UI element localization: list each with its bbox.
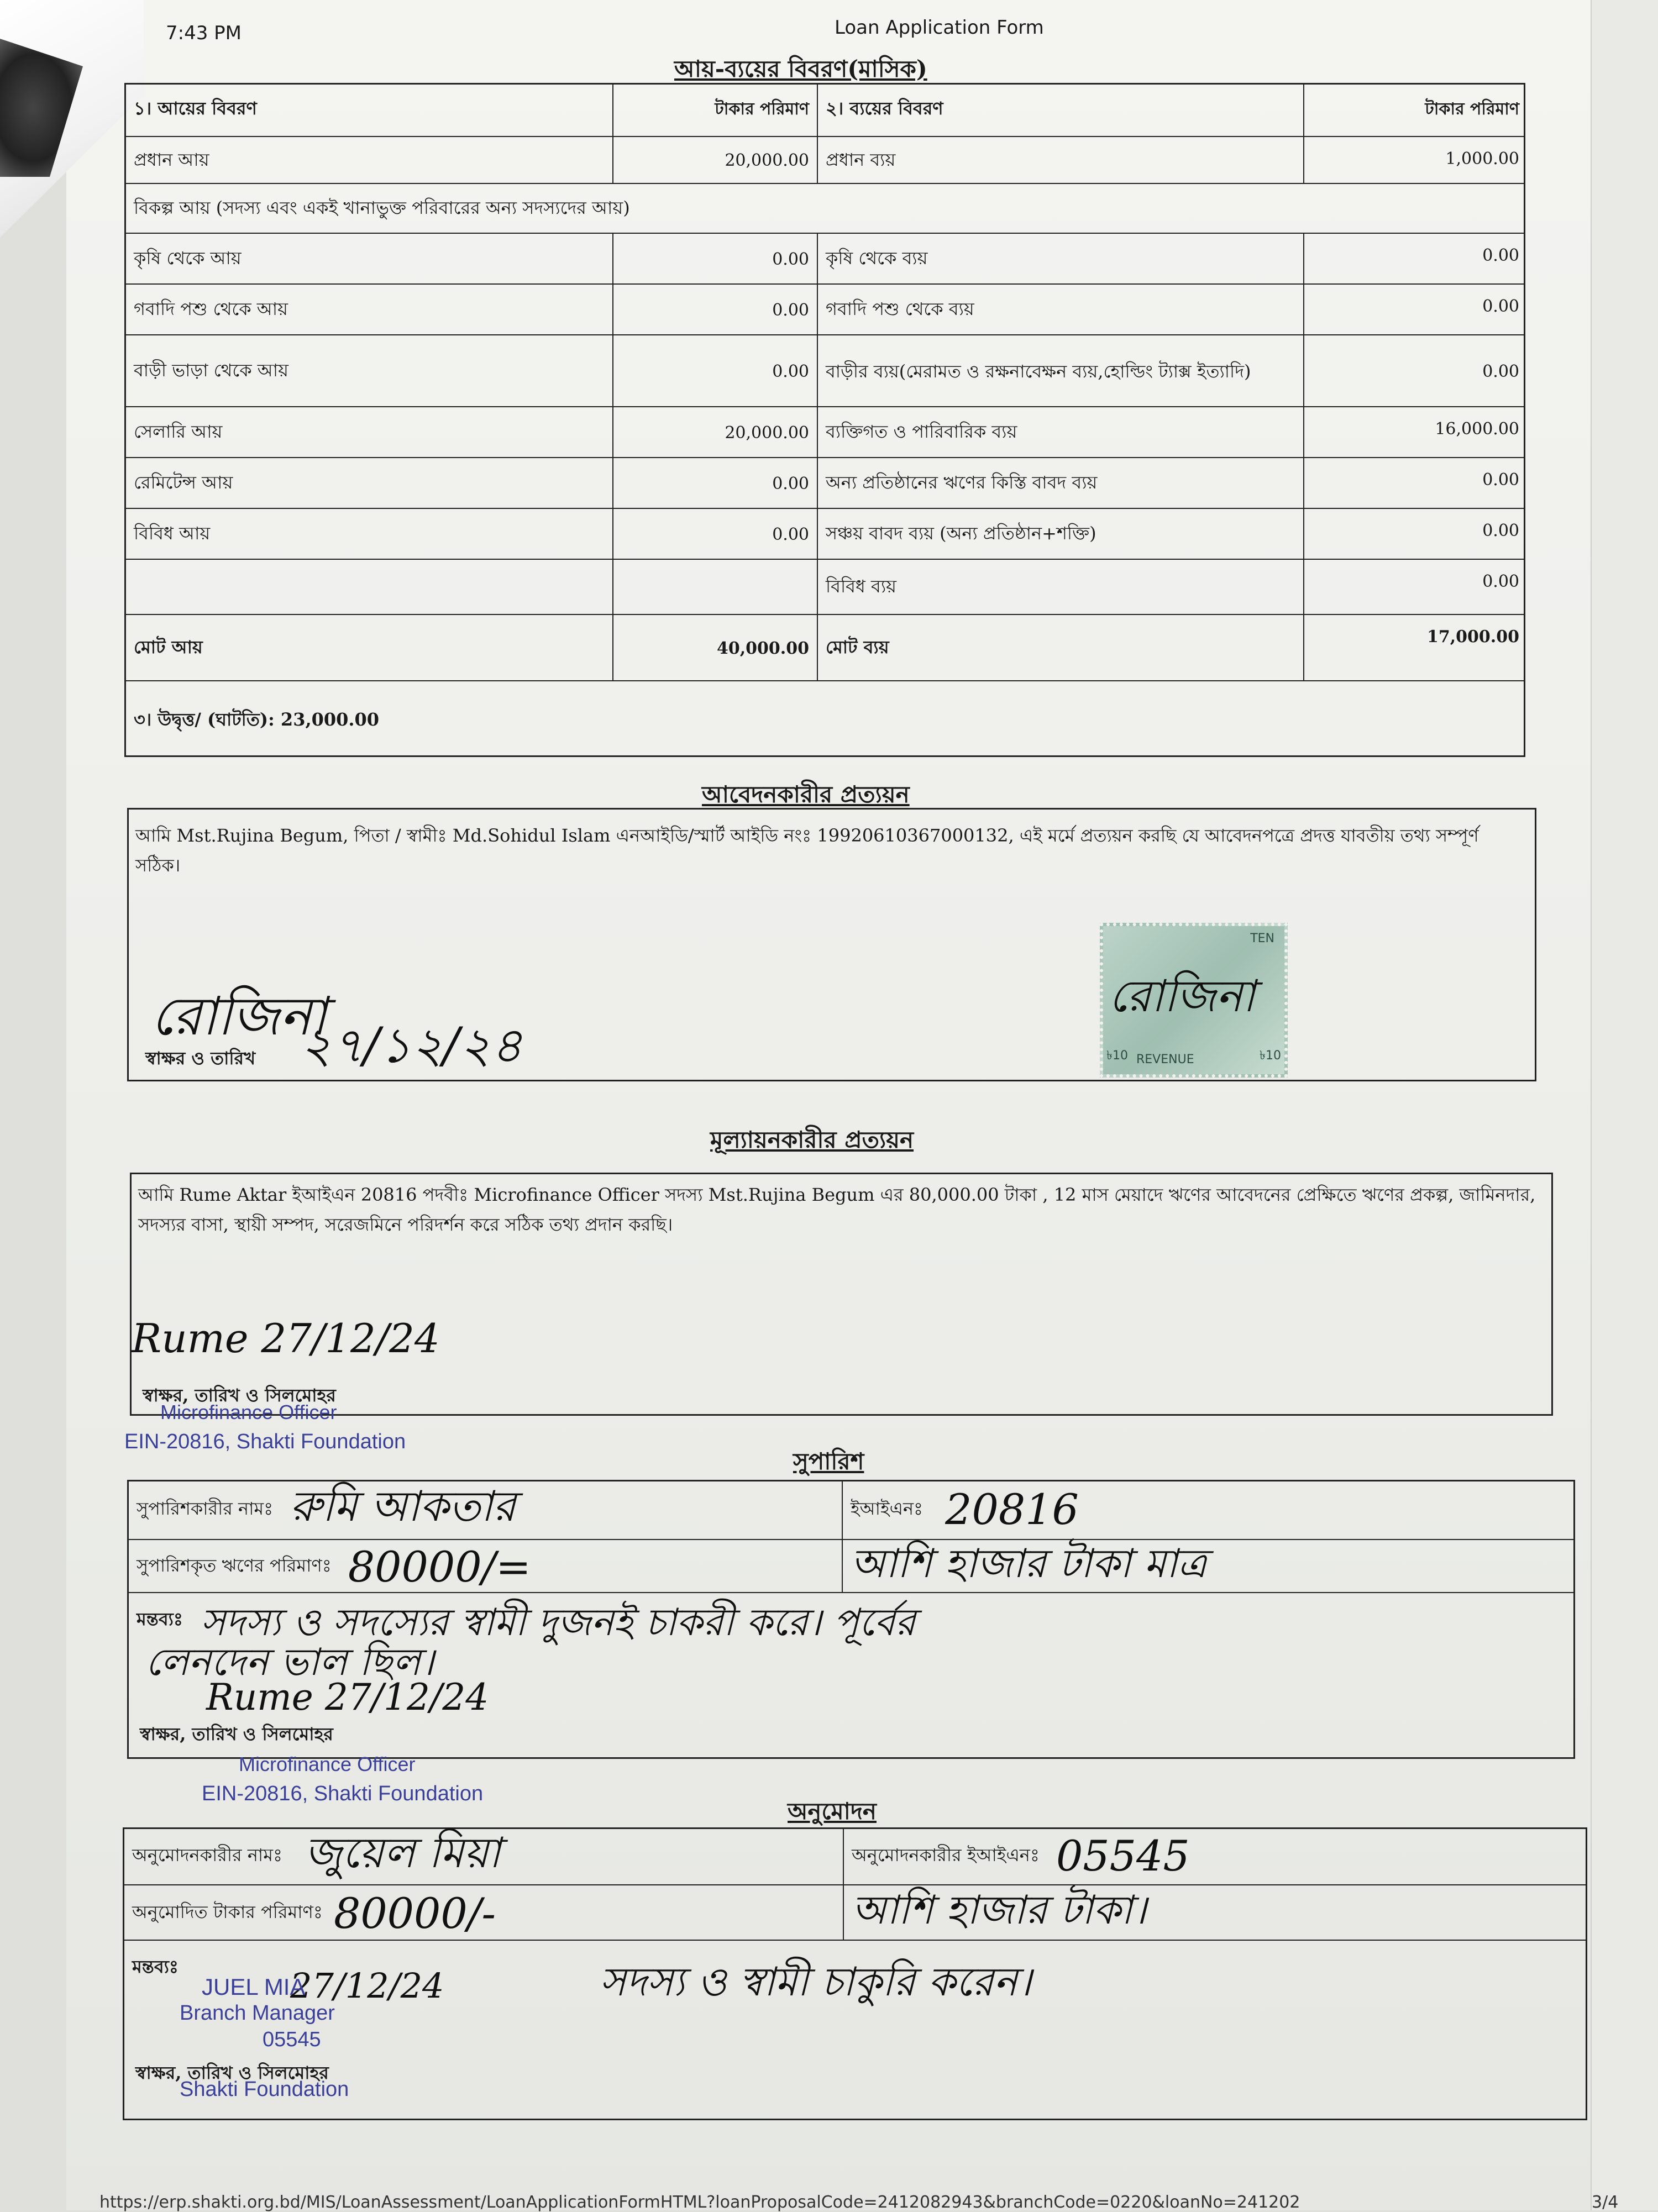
expense-amount-header: টাকার পরিমাণ — [1303, 83, 1527, 136]
approval-stamp-designation: Branch Manager — [180, 2001, 335, 2025]
approval-remarks-row — [124, 1940, 1586, 2123]
approval-remarks-value: সদস্য ও স্বামী চাকুরি করেন। — [600, 1958, 1032, 2005]
income-value — [612, 560, 817, 615]
page-number: 3/4 — [1592, 2193, 1619, 2212]
income-expense-title: আয়-ব্যয়ের বিবরণ(মাসিক) — [674, 55, 927, 82]
recommender-name-value: রুমি আকতার — [290, 1481, 516, 1531]
main-income-label: প্রধান আয় — [134, 149, 209, 170]
approval-signature-label: স্বাক্ষর, তারিখ ও সিলমোহর — [135, 2062, 329, 2083]
applicant-declaration-box — [127, 808, 1536, 1081]
approved-amount-row — [124, 1884, 1586, 1941]
approved-amount-words-cell — [843, 1885, 1586, 1941]
recommendation-table — [127, 1480, 1575, 1759]
recommendation-signature-label: স্বাক্ষর, তারিখ ও সিলমোহর — [140, 1724, 333, 1745]
expense-label: কৃষি থেকে ব্যয় — [817, 234, 1303, 285]
main-income-value: 20,000.00 — [612, 137, 817, 184]
surplus-value: ৩। উদ্বৃত্ত/ (ঘাটতি): 23,000.00 — [134, 709, 380, 730]
footer-url: https://erp.shakti.org.bd/MIS/LoanAssessment/LoanApplicationFormHTML?loanProposalCode=2412082943&branchCode=0220&loanNo=241202 — [99, 2193, 1300, 2212]
income-value: 20,000.00 — [612, 407, 817, 458]
income-label: রেমিটেন্স আয় — [134, 472, 233, 493]
revenue-stamp — [1100, 923, 1288, 1078]
recommender-ein-value: 20816 — [945, 1485, 1079, 1534]
adjacent-page — [1591, 0, 1658, 2210]
total-income-value: 40,000.00 — [612, 615, 817, 681]
income-value: 0.00 — [612, 509, 817, 560]
stamp-value-left: ৳10 — [1106, 1049, 1128, 1063]
expense-label: অন্য প্রতিষ্ঠানের ঋণের কিস্তি বাবদ ব্যয় — [817, 458, 1303, 509]
approver-ein-value: 05545 — [1056, 1831, 1190, 1880]
approval-section-title: অনুমোদন — [788, 1798, 877, 1825]
table-row — [126, 406, 1524, 458]
assessor-declaration-box — [130, 1173, 1553, 1416]
recommended-amount-words-cell — [842, 1540, 1573, 1593]
approved-amount-cell — [124, 1885, 843, 1941]
recommender-ein-cell — [842, 1480, 1573, 1539]
assessor-signature: Rume 27/12/24 — [132, 1315, 440, 1362]
table-row — [126, 508, 1524, 560]
expense-value: 0.00 — [1303, 458, 1527, 509]
table-row — [126, 283, 1524, 335]
total-expense-value: 17,000.00 — [1303, 615, 1527, 681]
expense-label: বাড়ীর ব্যয়(মেরামত ও রক্ষনাবেক্ষন ব্যয়,হোল্ডিং ট্যাক্স ইত্যাদি) — [817, 335, 1303, 407]
applicant-section-title: আবেদনকারীর প্রত্যয়ন — [702, 781, 910, 808]
form-title: Loan Application Form — [835, 17, 1044, 39]
income-label: সেলারি আয় — [134, 421, 223, 442]
main-expense-label: প্রধান ব্যয় — [817, 137, 1303, 184]
expense-label: গবাদি পশু থেকে ব্যয় — [817, 285, 1303, 335]
expense-value: 0.00 — [1303, 335, 1527, 407]
assessor-stamp-designation: Microfinance Officer — [160, 1401, 337, 1423]
recommendation-stamp-designation: Microfinance Officer — [239, 1753, 416, 1775]
assessor-stamp-ein: EIN-20816, Shakti Foundation — [124, 1430, 406, 1453]
applicant-declaration-text: আমি Mst.Rujina Begum, পিতা / স্বামীঃ Md.Sohidul Islam এনআইডি/স্মার্ট আইডি নংঃ 19920610367000132, এই মর্মে প্রত্যয়ন করছি যে আবেদনপত্রে প্রদত্ত যাবতীয় তথ্য সম্পূর্ণ সঠিক। — [135, 825, 1479, 876]
applicant-signature-date: ২৭/১২/২৪ — [300, 1017, 523, 1074]
recommendation-remarks-label: মন্তব্যঃ — [137, 1609, 183, 1630]
approver-name-label: অনুমোদনকারীর নামঃ — [132, 1844, 283, 1866]
totals-row — [126, 614, 1524, 681]
stamp-revenue-text: REVENUE — [1136, 1053, 1194, 1066]
income-label: গবাদি পশু থেকে আয় — [134, 298, 288, 319]
approval-table — [123, 1827, 1587, 2120]
print-time: 7:43 PM — [166, 22, 242, 44]
income-label: বাড়ী ভাড়া থেকে আয় — [134, 360, 288, 381]
approval-stamp-org: Shakti Foundation — [180, 2078, 349, 2101]
expense-value: 0.00 — [1303, 285, 1527, 335]
recommended-amount-value: 80000/= — [348, 1542, 531, 1591]
income-value: 0.00 — [612, 285, 817, 335]
expense-value: 0.00 — [1303, 560, 1527, 615]
recommendation-stamp-ein: EIN-20816, Shakti Foundation — [202, 1782, 484, 1805]
income-amount-header: টাকার পরিমাণ — [612, 83, 817, 136]
expense-value: 0.00 — [1303, 234, 1527, 285]
recommended-amount-words: আশি হাজার টাকা মাত্র — [851, 1540, 1207, 1586]
expense-label: ব্যক্তিগত ও পারিবারিক ব্যয় — [817, 407, 1303, 458]
alt-income-note: বিকল্প আয় (সদস্য এবং একই খানাভুক্ত পরিবারের অন্য সদস্যদের আয়) — [134, 197, 630, 218]
assessor-signature-label: স্বাক্ষর, তারিখ ও সিলমোহর — [143, 1385, 336, 1406]
assessor-declaration-text: আমি Rume Aktar ইআইএন 20816 পদবীঃ Microfinance Officer সদস্য Mst.Rujina Begum এর 80,000.00 টাকা , 12 মাস মেয়াদে ঋণের আবেদনের প্রেক্ষিতে ঋণের প্রকল্প, জামিনদার, সদস্যর বাসা, স্থায়ী সম্পদ, সরেজমিনে পরিদর্শন করে সঠিক তথ্য প্রদান করছি। — [138, 1184, 1536, 1235]
alt-income-note-row — [126, 183, 1524, 234]
income-label — [126, 560, 612, 615]
expense-header: ২। ব্যয়ের বিবরণ — [817, 83, 1303, 136]
recommendation-remarks-row — [129, 1592, 1573, 1762]
table-row — [126, 457, 1524, 509]
approver-name-cell — [124, 1827, 843, 1884]
recommender-name-row — [129, 1480, 1573, 1539]
recommendation-remarks-line1: সদস্য ও সদস্যের স্বামী দুজনই চাকরী করে। পূর্বের — [201, 1601, 916, 1644]
income-label: বিবিধ আয় — [134, 523, 211, 544]
total-expense-label: মোট ব্যয় — [817, 615, 1303, 681]
approver-ein-label: অনুমোদনকারীর ইআইএনঃ — [852, 1844, 1040, 1866]
recommendation-remarks-line2: লেনদেন ভাল ছিল। — [145, 1641, 434, 1684]
assessor-section-title: মূল্যায়নকারীর প্রত্যয়ন — [710, 1126, 914, 1153]
income-value: 0.00 — [612, 335, 817, 407]
recommended-amount-label: সুপারিশকৃত ঋণের পরিমাণঃ — [137, 1555, 332, 1576]
approval-stamp-name: JUEL MIA — [202, 1974, 306, 2000]
income-value: 0.00 — [612, 234, 817, 285]
recommender-name-label: সুপারিশকারীর নামঃ — [137, 1498, 274, 1519]
income-expense-table — [124, 83, 1525, 757]
recommended-amount-cell — [129, 1540, 842, 1593]
approval-stamp-ein: 05545 — [263, 2028, 321, 2051]
table-header-row — [126, 83, 1524, 136]
income-value: 0.00 — [612, 458, 817, 509]
applicant-signature-label: স্বাক্ষর ও তারিখ — [145, 1048, 256, 1069]
approver-name-value: জুয়েল মিয়া — [305, 1828, 501, 1877]
recommendation-signature: Rume 27/12/24 — [206, 1676, 489, 1719]
approval-signature: 27/12/24 — [290, 1966, 444, 2006]
recommended-amount-row — [129, 1539, 1573, 1593]
table-row — [126, 233, 1524, 285]
approver-ein-cell — [843, 1827, 1586, 1884]
expense-label: বিবিধ ব্যয় — [817, 560, 1303, 615]
main-expense-value: 1,000.00 — [1303, 137, 1527, 184]
expense-value: 0.00 — [1303, 509, 1527, 560]
approved-amount-value: 80000/- — [333, 1888, 496, 1938]
recommendation-section-title: সুপারিশ — [793, 1448, 864, 1475]
table-row — [126, 334, 1524, 407]
approver-name-row — [124, 1827, 1586, 1884]
stamp-ten-text: TEN — [1250, 932, 1274, 945]
surplus-row — [126, 680, 1524, 760]
approved-amount-words: আশি হাজার টাকা। — [852, 1887, 1147, 1933]
income-label: কৃষি থেকে আয় — [134, 248, 242, 269]
income-header: ১। আয়ের বিবরণ — [134, 98, 257, 119]
expense-value: 16,000.00 — [1303, 407, 1527, 458]
recommender-name-cell — [129, 1480, 842, 1539]
total-income-label: মোট আয় — [134, 637, 203, 658]
recommender-ein-label: ইআইএনঃ — [851, 1498, 924, 1519]
approved-amount-label: অনুমোদিত টাকার পরিমাণঃ — [132, 1901, 323, 1922]
main-row — [126, 136, 1524, 184]
stamp-signature: রোজিনা — [1109, 970, 1256, 1022]
stamp-value-right: ৳10 — [1260, 1049, 1281, 1063]
table-row — [126, 559, 1524, 615]
expense-label: সঞ্চয় বাবদ ব্যয় (অন্য প্রতিষ্ঠান+শক্তি) — [817, 509, 1303, 560]
approval-remarks-label: মন্তব্যঃ — [132, 1956, 179, 1977]
applicant-signature: রোজিনা — [151, 985, 327, 1047]
